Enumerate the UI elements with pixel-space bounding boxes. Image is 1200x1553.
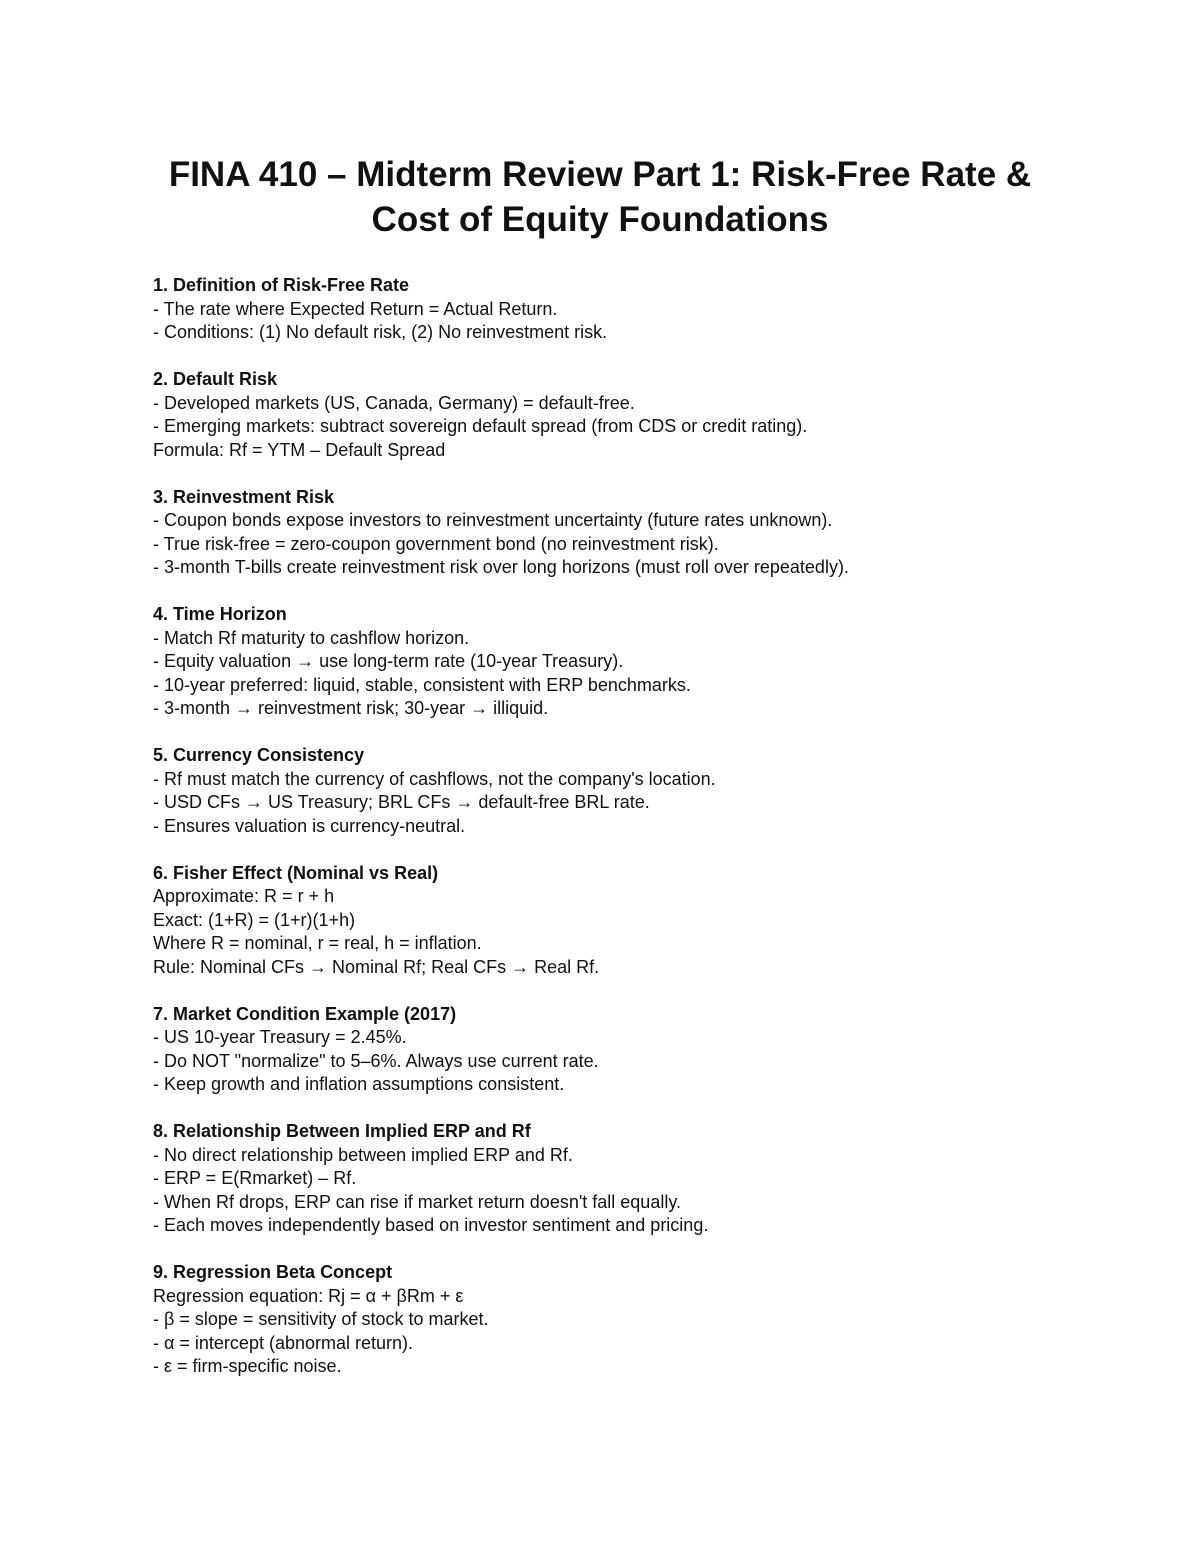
section-7	[153, 1003, 1053, 1097]
section-9	[153, 1261, 1053, 1379]
section-heading: 1. Definition of Risk-Free Rate	[153, 275, 410, 295]
section-line: Formula: Rf = YTM – Default Spread	[153, 439, 446, 460]
section-line: - α = intercept (abnormal return).	[153, 1332, 414, 1353]
section-line: - 10-year preferred: liquid, stable, consistent with ERP benchmarks.	[153, 674, 691, 695]
section-line: - β = slope = sensitivity of stock to market.	[153, 1309, 489, 1329]
section-line: - 3-month T-bills create reinvestment risk over long horizons (must roll over repeatedly).	[153, 557, 849, 577]
section-line: - Equity valuation → use long-term rate (10-year Treasury).	[153, 651, 624, 671]
section-line: - Emerging markets: subtract sovereign default spread (from CDS or credit rating).	[153, 416, 808, 436]
section-heading: 4. Time Horizon	[153, 604, 287, 624]
section-line: - True risk-free = zero-coupon government bond (no reinvestment risk).	[153, 533, 719, 554]
section-line: Where R = nominal, r = real, h = inflation.	[153, 933, 482, 953]
document-body	[153, 274, 1053, 1402]
section-heading: 2. Default Risk	[153, 369, 278, 389]
section-1	[153, 274, 1053, 345]
section-3	[153, 486, 1053, 580]
section-line: - Conditions: (1) No default risk, (2) No reinvestment risk.	[153, 322, 608, 342]
section-line: - No direct relationship between implied ERP and Rf.	[153, 1144, 573, 1165]
section-2	[153, 368, 1053, 462]
section-6	[153, 862, 1053, 980]
section-line: - US 10-year Treasury = 2.45%.	[153, 1027, 407, 1047]
section-line: - Developed markets (US, Canada, Germany) = default-free.	[153, 392, 635, 413]
section-line: - Match Rf maturity to cashflow horizon.	[153, 627, 470, 648]
section-line: Regression equation: Rj = α + βRm + ε	[153, 1285, 464, 1306]
section-heading: 8. Relationship Between Implied ERP and Rf	[153, 1121, 531, 1141]
page-title-line-1: FINA 410 – Midterm Review Part 1: Risk-Free Rate &	[168, 155, 1032, 194]
section-line: - The rate where Expected Return = Actual Return.	[153, 298, 558, 319]
section-line: - Rf must match the currency of cashflows, not the company's location.	[153, 768, 716, 789]
section-heading: 9. Regression Beta Concept	[153, 1262, 393, 1282]
section-heading: 6. Fisher Effect (Nominal vs Real)	[153, 862, 439, 883]
section-line: - ε = firm-specific noise.	[153, 1356, 342, 1376]
section-line: - Do NOT "normalize" to 5–6%. Always use current rate.	[153, 1050, 599, 1071]
section-line: Approximate: R = r + h	[153, 886, 335, 906]
section-line: Rule: Nominal CFs → Nominal Rf; Real CFs → Real Rf.	[153, 956, 600, 977]
section-line: - Ensures valuation is currency-neutral.	[153, 815, 466, 836]
section-line: - 3-month → reinvestment risk; 30-year → illiquid.	[153, 698, 549, 718]
page-title	[100, 152, 1100, 242]
section-heading: 3. Reinvestment Risk	[153, 486, 335, 507]
section-line: - ERP = E(Rmarket) – Rf.	[153, 1168, 357, 1188]
page-title-line-2: Cost of Equity Foundations	[371, 200, 829, 239]
section-heading: 7. Market Condition Example (2017)	[153, 1003, 457, 1024]
section-line: - When Rf drops, ERP can rise if market return doesn't fall equally.	[153, 1191, 681, 1212]
section-line: - USD CFs → US Treasury; BRL CFs → default-free BRL rate.	[153, 792, 650, 812]
section-heading: 5. Currency Consistency	[153, 745, 365, 765]
section-line: - Each moves independently based on investor sentiment and pricing.	[153, 1215, 709, 1235]
section-4	[153, 603, 1053, 721]
section-line: - Coupon bonds expose investors to reinvestment uncertainty (future rates unknown).	[153, 510, 833, 530]
section-5	[153, 744, 1053, 838]
section-line: Exact: (1+R) = (1+r)(1+h)	[153, 909, 356, 930]
section-line: - Keep growth and inflation assumptions consistent.	[153, 1074, 565, 1094]
section-8	[153, 1120, 1053, 1238]
